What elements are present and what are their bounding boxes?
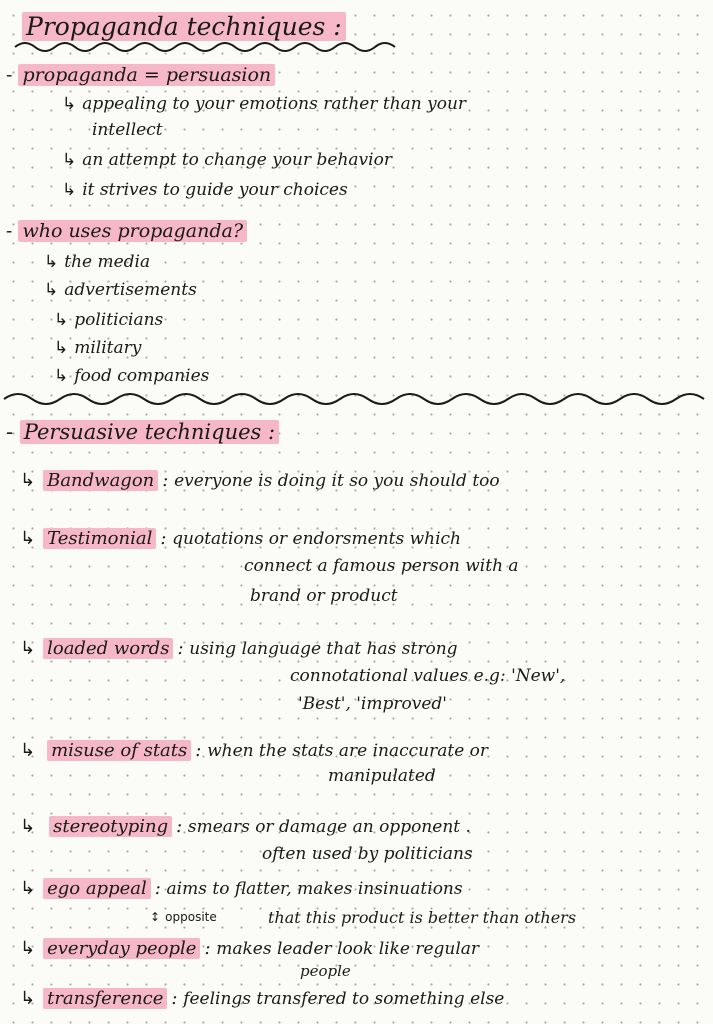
list-item: ↳ politicians (54, 310, 164, 330)
hook-arrow-icon: ↳ (44, 252, 59, 272)
hook-arrow-icon: ↳ (20, 470, 36, 491)
hook-arrow-icon: ↳ (54, 366, 69, 386)
list-item: ↳ appealing to your emotions rather than your (62, 94, 467, 114)
technique-description-line: connect a famous person with a (244, 556, 519, 576)
section-divider-wave (0, 388, 713, 410)
technique-loaded-words: ↳ loaded words : using language that has strong (20, 638, 458, 659)
section-propaganda-heading: - propaganda = persuasion (6, 64, 275, 86)
hook-arrow-icon: ↳ (62, 180, 77, 200)
hook-arrow-icon: ↳ (44, 280, 59, 300)
hook-arrow-icon: ↳ (20, 938, 36, 959)
title-underline-wave (0, 38, 420, 56)
list-item-continuation: intellect (92, 120, 163, 140)
technique-description-line: that this product is better than others (268, 908, 577, 927)
technique-ego-appeal: ↳ ego appeal : aims to flatter, makes insinuations (20, 878, 463, 899)
hook-arrow-icon: ↳ (54, 310, 69, 330)
technique-description-line: 'Best', 'improved' (298, 694, 447, 714)
technique-description-line: people (300, 962, 351, 980)
technique-everyday-people: ↳ everyday people : makes leader look like regular (20, 938, 480, 959)
technique-description-line: manipulated (328, 766, 436, 786)
technique-bandwagon: ↳ Bandwagon : everyone is doing it so you should too (20, 470, 500, 491)
hook-arrow-icon: ↳ (62, 94, 77, 114)
technique-misuse-of-stats: ↳ misuse of stats : when the stats are inaccurate or (20, 740, 489, 761)
hook-arrow-icon: ↳ (20, 878, 36, 899)
hook-arrow-icon: ↳ (20, 638, 36, 659)
page-title: Propaganda techniques : (22, 12, 346, 41)
list-item: ↳ the media (44, 252, 151, 272)
list-item: ↳ advertisements (44, 280, 197, 300)
hook-arrow-icon: ↳ (62, 150, 77, 170)
list-item: ↳ it strives to guide your choices (62, 180, 348, 200)
technique-description-line: brand or product (250, 586, 398, 606)
hook-arrow-icon: ↳ (20, 988, 36, 1009)
section-who-uses-heading: - who uses propaganda? (6, 220, 247, 242)
technique-description-line: connotational values e.g: 'New', (290, 666, 566, 686)
hook-arrow-icon: ↳ (54, 338, 69, 358)
hook-arrow-icon: ↳ (20, 740, 36, 761)
list-item: ↳ an attempt to change your behavior (62, 150, 392, 170)
updown-arrow-icon: ↕ (150, 910, 161, 924)
technique-transference: ↳ transference : feelings transfered to something else (20, 988, 505, 1009)
list-item: ↳ military (54, 338, 142, 358)
technique-description-line: often used by politicians (262, 844, 473, 864)
technique-stereotyping: ↳ stereotyping : smears or damage an opponent . (20, 816, 471, 837)
section-persuasive-heading: - Persuasive techniques : (6, 420, 279, 444)
hook-arrow-icon: ↳ (20, 816, 36, 837)
technique-testimonial: ↳ Testimonial : quotations or endorsments which (20, 528, 461, 549)
list-item: ↳ food companies (54, 366, 210, 386)
ego-appeal-note: ↕ opposite (150, 910, 217, 924)
hook-arrow-icon: ↳ (20, 528, 36, 549)
